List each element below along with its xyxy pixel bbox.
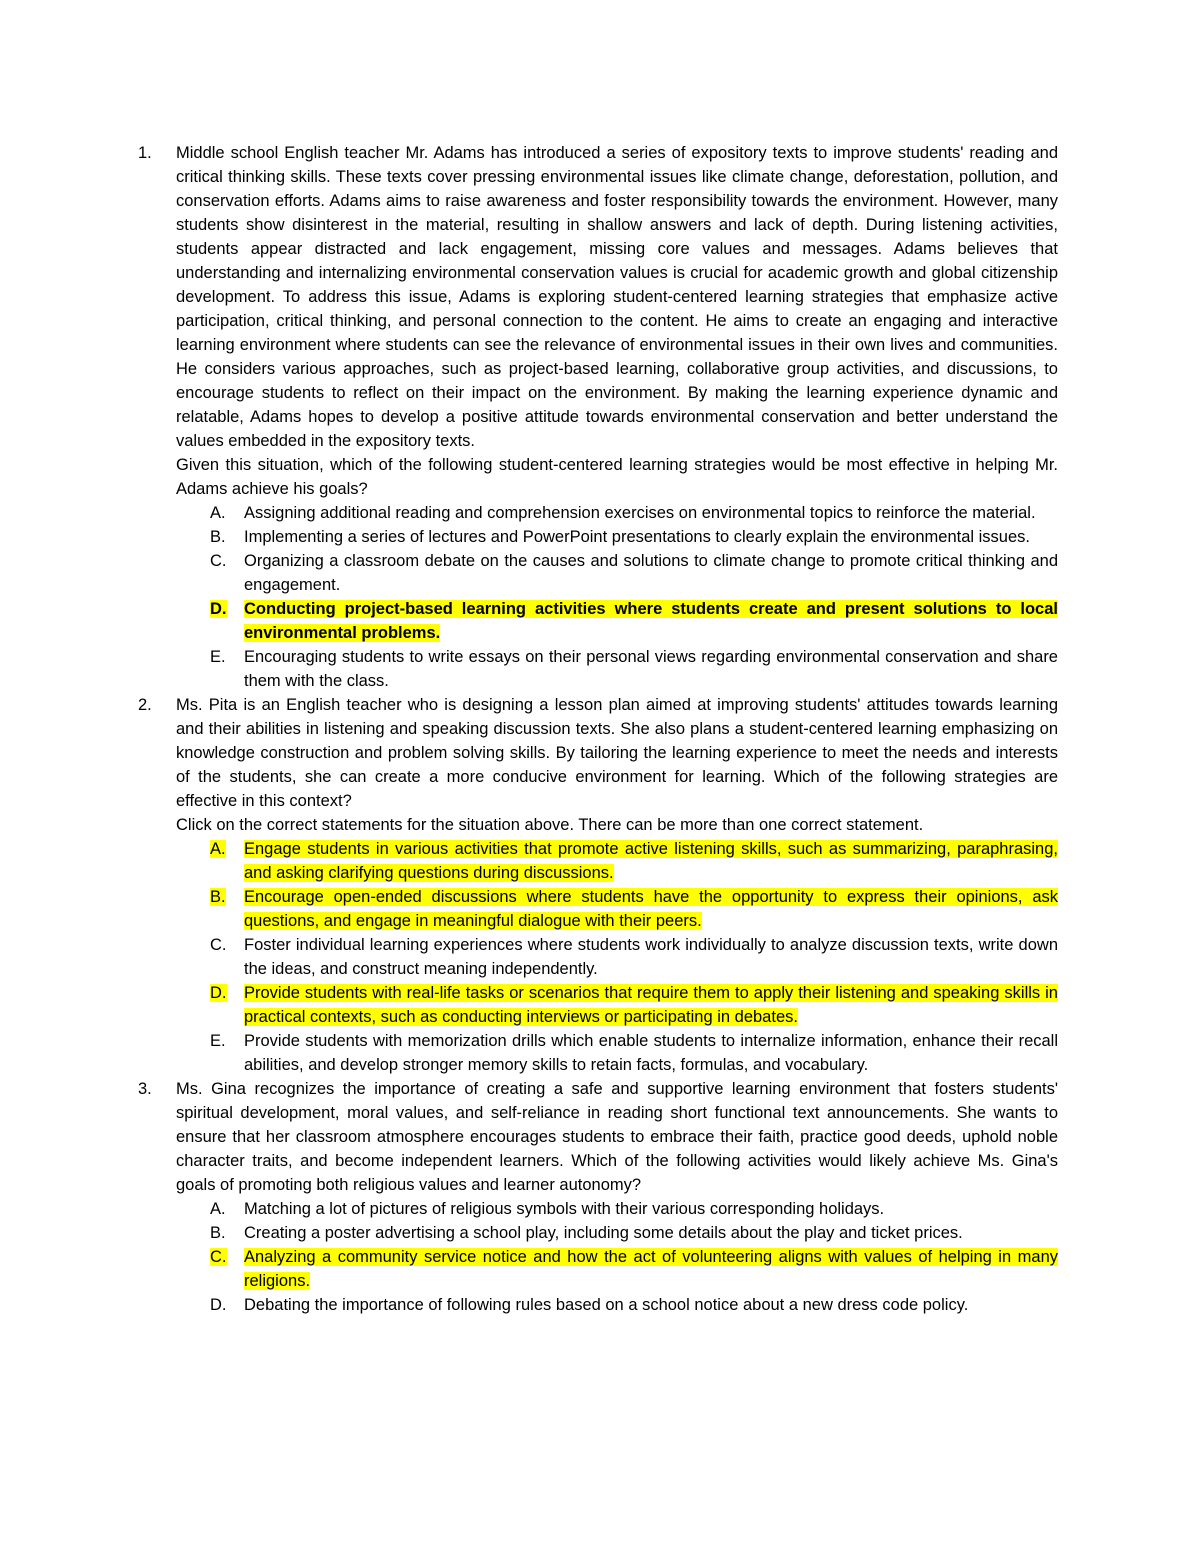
question-stem: Ms. Pita is an English teacher who is designing a lesson plan aimed at improving students' attitudes towards learning and their abilities in listening and speaking discussion texts. She also plans a student-centered learning emphasizing on knowledge construction and problem solving skills. By tailoring the learning experience to meet the needs and interests of the students, she can create a more conducive environment for learning. Which of the following strategies are effective in this context?	[176, 696, 1058, 810]
option-letter: D.	[210, 1296, 227, 1314]
option-letter: E.	[210, 1032, 226, 1050]
question-number: 2.	[138, 696, 152, 714]
option-text: Provide students with real-life tasks or scenarios that require them to apply their listening and speaking skills in practical contexts, such as conducting interviews or participating in debates.	[244, 984, 1058, 1026]
question-prompt: Click on the correct statements for the situation above. There can be more than one correct statement.	[176, 816, 924, 834]
option-c	[176, 933, 1058, 981]
question-1	[138, 141, 1058, 693]
option-text: Foster individual learning experiences where students work individually to analyze discussion texts, write down the ideas, and construct meaning independently.	[244, 936, 1058, 978]
option-letter: A.	[210, 504, 226, 522]
option-e	[176, 1029, 1058, 1077]
option-text: Engage students in various activities that promote active listening skills, such as summarizing, paraphrasing, and asking clarifying questions during discussions.	[244, 840, 1058, 882]
option-text: Provide students with memorization drills which enable students to internalize information, enhance their recall abilities, and develop stronger memory skills to retain facts, formulas, and vocabulary.	[244, 1032, 1058, 1074]
option-a	[176, 1197, 1058, 1221]
option-text: Debating the importance of following rules based on a school notice about a new dress code policy.	[244, 1296, 969, 1314]
option-text: Assigning additional reading and comprehension exercises on environmental topics to reinforce the material.	[244, 504, 1036, 522]
question-2	[138, 693, 1058, 1077]
question-3	[138, 1077, 1058, 1317]
option-letter: E.	[210, 648, 226, 666]
option-b-correct	[176, 885, 1058, 933]
option-text: Analyzing a community service notice and how the act of volunteering aligns with values of helping in many religions.	[244, 1248, 1058, 1290]
question-body	[176, 693, 1058, 1077]
option-d-correct	[176, 981, 1058, 1029]
option-text: Encouraging students to write essays on their personal views regarding environmental conservation and share them with the class.	[244, 648, 1058, 690]
option-b	[176, 1221, 1058, 1245]
option-text: Conducting project-based learning activities where students create and present solutions to local environmental problems.	[244, 600, 1058, 642]
question-stem: Middle school English teacher Mr. Adams has introduced a series of expository texts to improve students' reading and critical thinking skills. These texts cover pressing environmental issues like climate change, deforestation, pollution, and conservation efforts. Adams aims to raise awareness and foster responsibility towards the environment. However, many students show disinterest in the material, resulting in shallow answers and lack of depth. During listening activities, students appear distracted and lack engagement, missing core values and messages. Adams believes that understanding and internalizing environmental conservation values is crucial for academic growth and global citizenship development. To address this issue, Adams is exploring student-centered learning strategies that emphasize active participation, critical thinking, and personal connection to the content. He aims to create an engaging and interactive learning environment where students can see the relevance of environmental issues in their own lives and communities. He considers various approaches, such as project-based learning, collaborative group activities, and discussions, to encourage students to reflect on their impact on the environment. By making the learning experience dynamic and relatable, Adams hopes to develop a positive attitude towards environmental conservation and better understand the values embedded in the expository texts.	[176, 144, 1058, 450]
option-a-correct	[176, 837, 1058, 885]
option-list	[176, 1197, 1058, 1317]
option-letter: A.	[210, 1200, 226, 1218]
option-letter: C.	[210, 1248, 227, 1266]
option-letter: C.	[210, 552, 227, 570]
option-list	[176, 501, 1058, 693]
option-letter: C.	[210, 936, 227, 954]
option-list	[176, 837, 1058, 1077]
option-letter: B.	[210, 1224, 226, 1242]
option-letter: A.	[210, 840, 226, 858]
option-text: Implementing a series of lectures and PowerPoint presentations to clearly explain the environmental issues.	[244, 528, 1030, 546]
option-c-correct	[176, 1245, 1058, 1293]
option-e	[176, 645, 1058, 693]
option-text: Matching a lot of pictures of religious symbols with their various corresponding holidays.	[244, 1200, 885, 1218]
option-b	[176, 525, 1058, 549]
option-d	[176, 1293, 1058, 1317]
option-text: Organizing a classroom debate on the causes and solutions to climate change to promote critical thinking and engagement.	[244, 552, 1058, 594]
option-letter: D.	[210, 600, 227, 618]
option-letter: B.	[210, 888, 226, 906]
question-prompt: Given this situation, which of the following student-centered learning strategies would be most effective in helping Mr. Adams achieve his goals?	[176, 456, 1058, 498]
question-list	[138, 141, 1058, 1317]
option-d-correct	[176, 597, 1058, 645]
option-a	[176, 501, 1058, 525]
question-stem: Ms. Gina recognizes the importance of creating a safe and supportive learning environment that fosters students' spiritual development, moral values, and self-reliance in reading short functional text announcements. She wants to ensure that her classroom atmosphere encourages students to embrace their faith, practice good deeds, uphold noble character traits, and become independent learners. Which of the following activities would likely achieve Ms. Gina's goals of promoting both religious values and learner autonomy?	[176, 1080, 1058, 1194]
option-text: Creating a poster advertising a school play, including some details about the play and ticket prices.	[244, 1224, 963, 1242]
question-number: 1.	[138, 144, 152, 162]
question-number: 3.	[138, 1080, 152, 1098]
option-letter: B.	[210, 528, 226, 546]
question-body	[176, 1077, 1058, 1317]
option-text: Encourage open-ended discussions where students have the opportunity to express their opinions, ask questions, and engage in meaningful dialogue with their peers.	[244, 888, 1058, 930]
question-body	[176, 141, 1058, 693]
option-letter: D.	[210, 984, 227, 1002]
option-c	[176, 549, 1058, 597]
